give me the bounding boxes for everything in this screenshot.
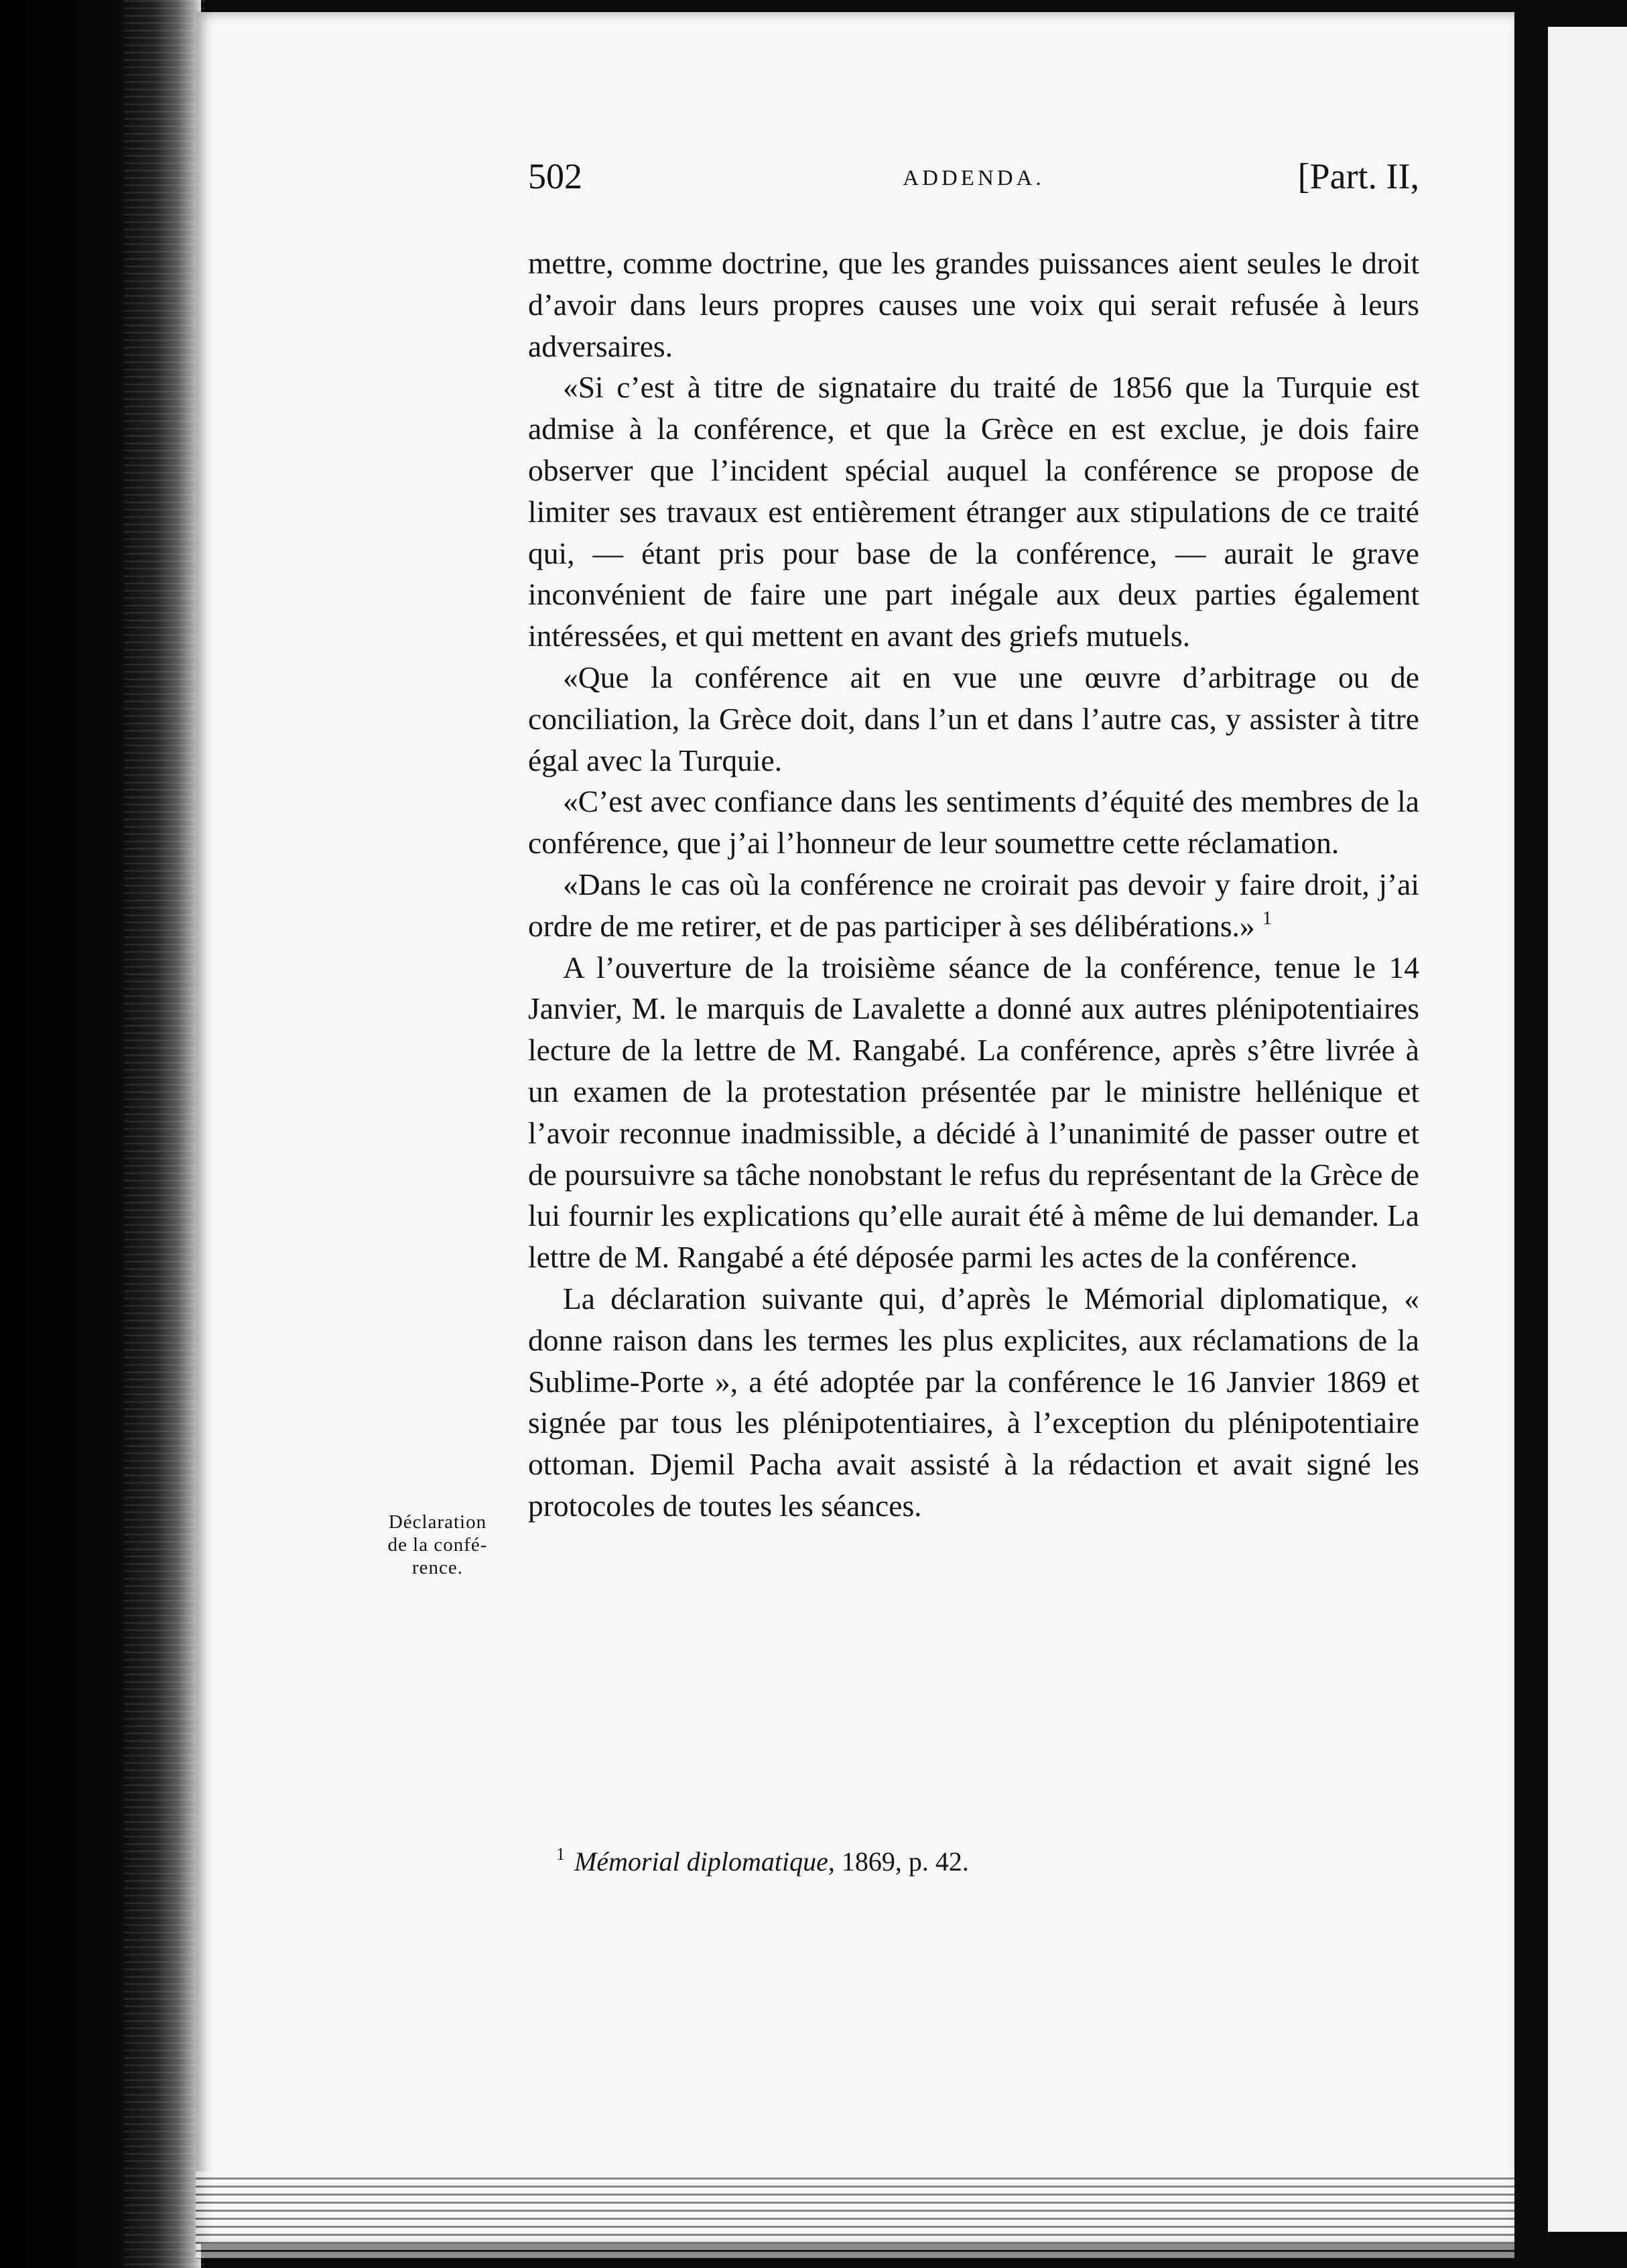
paragraph: La déclaration suivante qui, d’après le Mémorial diplomatique, « donne raison dans les termes les plus explicites, aux réclamations de la Sublime-Porte », a été adoptée par la conférence le 16 Janvier 1869 et signée par tous les plénipotentiaires, à l’exception du plénipotentiaire ottoman. Djemil Pacha avait assisté à la rédaction et avait signé les protocoles de toutes les séances. xyxy=(528,1281,1419,1523)
paragraph: «Que la conférence ait en vue une œuvre d’arbitrage ou de conciliation, la Grèce doit, dans l’un et dans l’autre cas, y assister à titre égal avec la Turquie. xyxy=(528,659,1419,777)
footnote-reference: 1 xyxy=(1262,907,1273,929)
paragraph: «Si c’est à titre de signataire du traité de 1856 que la Turquie est admise à la conférence, et que la Grèce en est exclue, je dois faire observer que l’incident spécial auquel la conférence se propose de limiter ses travaux est entièrement étranger aux stipulations de ce traité qui, — étant pris pour base de la conférence, — aurait le grave inconvénient de faire une part inégale aux deux parties également intéressées, et qui mettent en avant des griefs mutuels. xyxy=(528,370,1419,653)
footnote xyxy=(556,1836,1427,1880)
footnote-mark: 1 xyxy=(556,1844,565,1864)
margin-note-line: rence. xyxy=(411,1557,464,1578)
footnote-source-title: Mémorial diplomatique xyxy=(574,1846,828,1877)
facing-page-edge xyxy=(1548,27,1627,2232)
footnote-source-detail: , 1869, p. 42. xyxy=(828,1846,969,1877)
margin-note xyxy=(362,1511,513,1579)
page-edges xyxy=(196,2171,1514,2259)
margin-note-line: de la confé- xyxy=(387,1534,488,1556)
book-spine-fringe xyxy=(124,0,204,2268)
paragraph-text: «Dans le cas où la conférence ne croirait pas devoir y faire droit, j’ai ordre de me retirer, et de pas participer à ses délibérations.» xyxy=(528,867,1419,943)
paragraph: A l’ouverture de la troisième séance de la conférence, tenue le 14 Janvier, M. le marquis de Lavalette a donné aux autres plénipotentiaires lecture de la lettre de M. Rangabé. La conférence, après s’être livrée à un examen de la protestation présentée par le ministre hellénique et l’avoir reconnue inadmissible, a décidé à l’unanimité de passer outre et de poursuivre sa tâche nonobstant le refus du représentant de la Grèce de lui fournir les explications qu’elle aurait été à même de lui demander. La lettre de M. Rangabé a été déposée parmi les actes de la conférence. xyxy=(528,950,1419,1275)
margin-note-line: Déclaration xyxy=(388,1511,487,1533)
body-text xyxy=(528,243,1419,1527)
paragraph-with-footnote xyxy=(528,864,1419,947)
paragraph: «C’est avec confiance dans les sentiments d’équité des membres de la conférence, que j’ai l’honneur de leur soumettre cette réclamation. xyxy=(528,784,1419,861)
page-number: 502 xyxy=(528,156,582,196)
running-title: ADDENDA. xyxy=(903,166,1045,190)
page-header xyxy=(528,155,1419,216)
paragraph: mettre, comme doctrine, que les grandes puissances aient seules le droit d’avoir dans leurs propres causes une voix qui serait refusée à leurs adversaires. xyxy=(528,246,1419,363)
part-label: [Part. II, xyxy=(1297,156,1419,196)
